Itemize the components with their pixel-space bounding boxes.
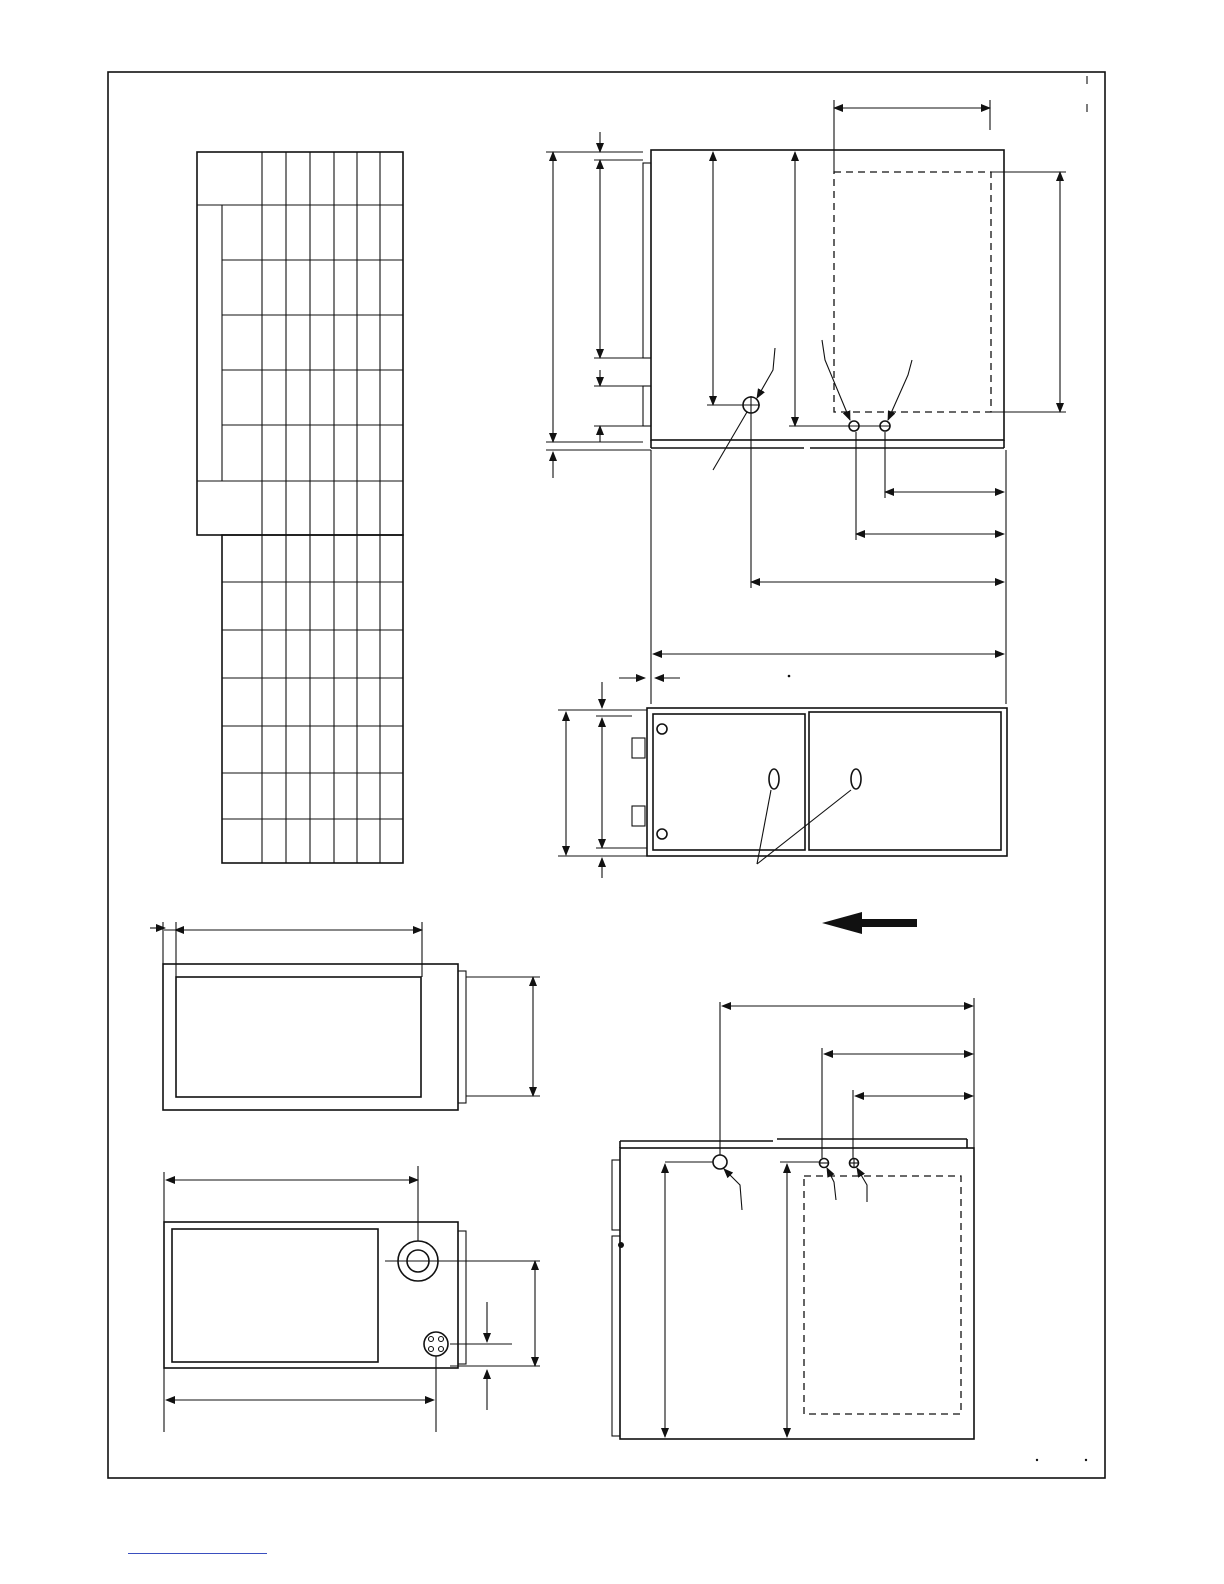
table-outline-lower xyxy=(222,535,403,863)
footer-link-underline[interactable] xyxy=(128,1553,267,1554)
bottom-view xyxy=(558,678,1007,878)
end-view-lower xyxy=(164,1166,540,1432)
pipe-connection-small xyxy=(424,1332,448,1356)
side-elevation-view xyxy=(546,100,1066,704)
page-frame xyxy=(108,72,1105,1478)
airflow-arrow-icon xyxy=(822,912,917,934)
end-view-upper xyxy=(150,922,540,1110)
opposite-side-elevation-view xyxy=(612,998,974,1439)
table-outline-upper xyxy=(197,152,403,535)
dimension-table xyxy=(197,152,403,863)
drain-fitting-2 xyxy=(713,1155,727,1169)
